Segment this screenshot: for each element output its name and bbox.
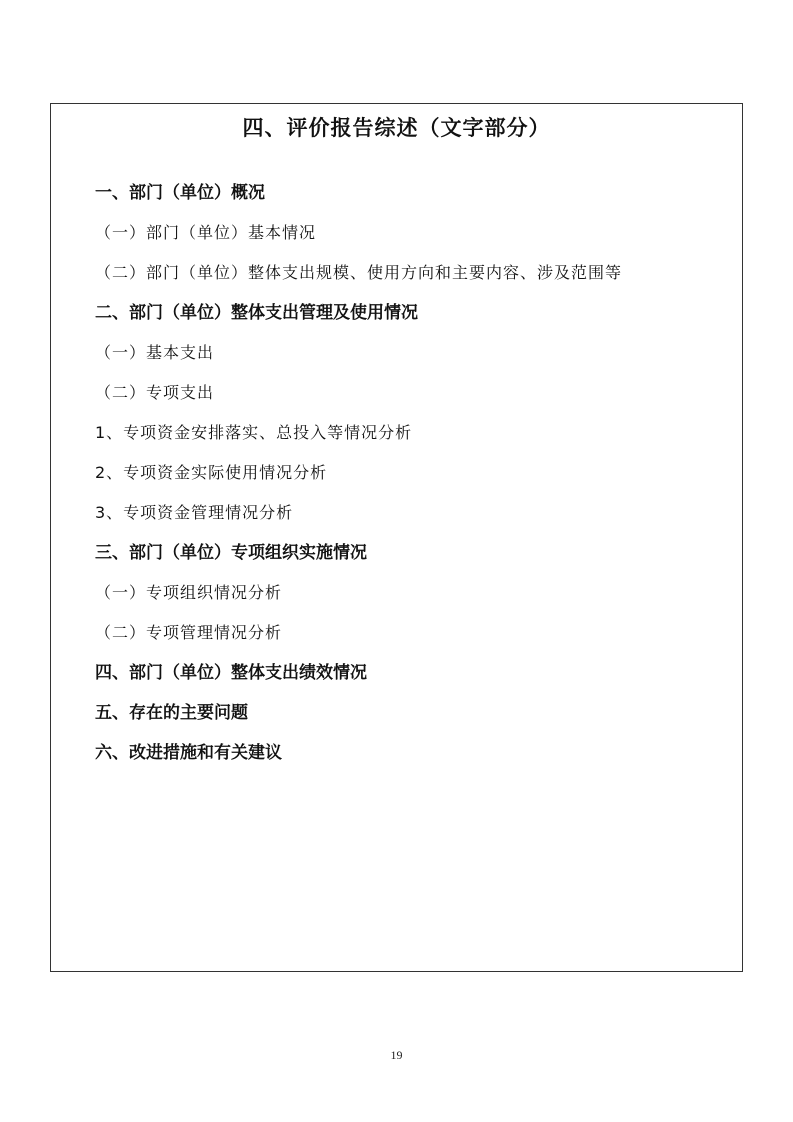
outline-heading-5: 五、存在的主要问题 [95, 703, 248, 723]
outline-item: 1、专项资金安排落实、总投入等情况分析 [95, 423, 413, 442]
outline-subheading: （一）专项组织情况分析 [95, 583, 283, 602]
outline-item: 3、专项资金管理情况分析 [95, 503, 294, 522]
outline-subheading: （二）专项管理情况分析 [95, 623, 283, 642]
outline-heading-2: 二、部门（单位）整体支出管理及使用情况 [95, 303, 418, 323]
outline-heading-3: 三、部门（单位）专项组织实施情况 [95, 543, 367, 563]
outline-subheading: （一）基本支出 [95, 343, 215, 362]
outline-subheading: （二）专项支出 [95, 383, 215, 402]
outline-subheading: （一）部门（单位）基本情况 [95, 223, 317, 242]
outline-heading-1: 一、部门（单位）概况 [95, 183, 265, 203]
report-section-frame [50, 103, 743, 972]
outline-heading-4: 四、部门（单位）整体支出绩效情况 [95, 663, 367, 683]
page-number: 19 [390, 1048, 403, 1062]
outline-subheading: （二）部门（单位）整体支出规模、使用方向和主要内容、涉及范围等 [95, 263, 623, 282]
outline-list [95, 173, 722, 773]
outline-item: 2、专项资金实际使用情况分析 [95, 463, 328, 482]
section-title: 四、评价报告综述（文字部分） [242, 116, 551, 140]
outline-heading-6: 六、改进措施和有关建议 [95, 743, 282, 763]
